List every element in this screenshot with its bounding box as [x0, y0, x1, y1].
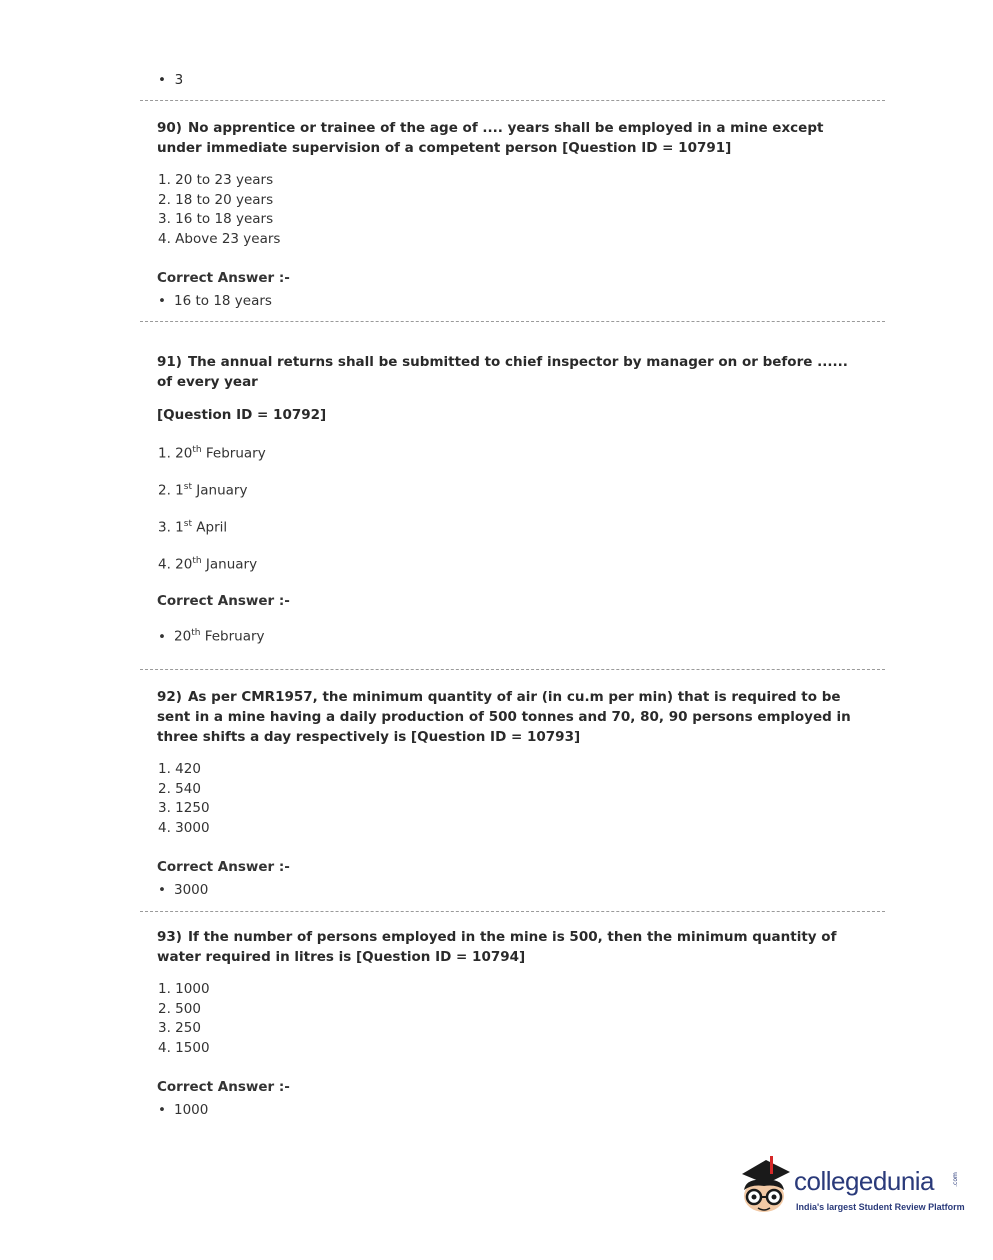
correct-answer-value: 16 to 18 years — [174, 293, 272, 309]
option: 3. 1250 — [158, 800, 210, 816]
correct-answer — [158, 293, 272, 309]
logo-suffix: .com — [951, 1172, 959, 1187]
option: 4. Above 23 years — [158, 230, 281, 247]
option: 1. 20th February — [158, 445, 266, 462]
question-92 — [157, 687, 867, 747]
bullet: • — [158, 628, 166, 645]
separator — [140, 669, 885, 670]
option: 2. 18 to 20 years — [158, 191, 274, 208]
option: 3. 16 to 18 years — [158, 211, 274, 227]
option: 2. 540 — [158, 780, 201, 797]
option: 4. 20th January — [158, 556, 258, 573]
correct-answer — [158, 1102, 208, 1118]
option: 1. 20 to 23 years — [158, 172, 274, 188]
correct-answer — [158, 882, 208, 898]
bullet: • — [158, 293, 166, 309]
separator — [140, 321, 885, 322]
separator — [140, 100, 885, 101]
question-number: 92) — [157, 689, 182, 705]
question-number: 90) — [157, 120, 182, 136]
options-93 — [158, 980, 210, 1058]
question-number: 93) — [157, 929, 182, 945]
options-92 — [158, 760, 210, 838]
option: 1. 1000 — [158, 981, 210, 997]
mascot-icon — [736, 1152, 794, 1224]
correct-answer-label: Correct Answer :- — [157, 1079, 290, 1095]
question-text: If the number of persons employed in the mine is 500, then the minimum quantity of water required in litres is [Question ID = 10794] — [157, 929, 837, 965]
question-91 — [157, 352, 867, 392]
previous-answer — [158, 72, 183, 88]
question-text: The annual returns shall be submitted to chief inspector by manager on or before ...... of every year — [157, 354, 848, 390]
option: 4. 3000 — [158, 819, 210, 836]
logo-tagline: India's largest Student Review Platform — [796, 1202, 965, 1212]
question-number: 91) — [157, 354, 182, 370]
collegedunia-logo — [736, 1152, 966, 1224]
options-90 — [158, 171, 280, 249]
option: 3. 1st April — [158, 519, 228, 536]
question-90 — [157, 118, 867, 158]
bullet: • — [158, 72, 166, 88]
previous-answer-value: 3 — [174, 72, 184, 88]
correct-answer: • 20th February — [158, 628, 265, 645]
correct-answer-label: Correct Answer :- — [157, 270, 290, 286]
logo-wordmark: collegedunia — [794, 1166, 935, 1196]
bullet: • — [158, 1102, 166, 1118]
question-text: As per CMR1957, the minimum quantity of air (in cu.m per min) that is required to be sent in a mine having a daily production of 500 tonnes and 70, 80, 90 persons employed in three shifts a day respectively is [Question ID = 10793] — [157, 689, 851, 745]
correct-answer-value: 3000 — [174, 882, 209, 898]
question-93 — [157, 927, 867, 967]
separator — [140, 911, 885, 912]
option: 2. 1st January — [158, 482, 248, 499]
correct-answer-value: 1000 — [174, 1102, 209, 1118]
correct-answer-label: Correct Answer :- — [157, 593, 290, 609]
option: 1. 420 — [158, 761, 201, 777]
option: 4. 1500 — [158, 1039, 210, 1056]
option: 2. 500 — [158, 1000, 201, 1017]
options-91 — [158, 440, 266, 588]
bullet: • — [158, 882, 166, 898]
question-id: [Question ID = 10792] — [157, 407, 327, 423]
option: 3. 250 — [158, 1020, 201, 1036]
correct-answer-label: Correct Answer :- — [157, 859, 290, 875]
question-text: No apprentice or trainee of the age of .... years shall be employed in a mine except under immediate supervision of a competent person [Question ID = 10791] — [157, 120, 824, 156]
